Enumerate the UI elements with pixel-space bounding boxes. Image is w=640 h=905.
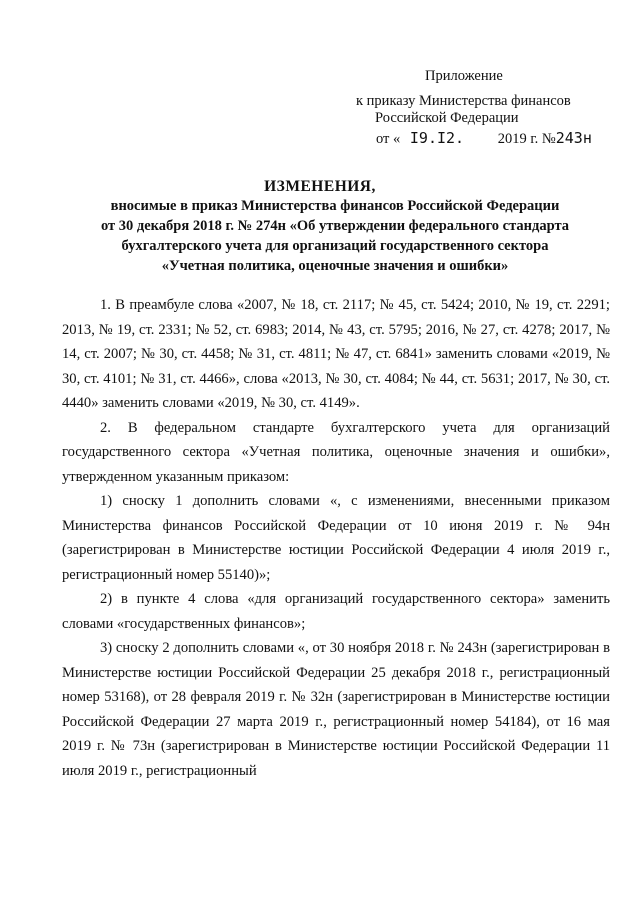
paragraph-2-standard: 2. В федеральном стандарте бухгалтерского учета для организаций государственного сектора «Учетная политика, оценочные значения и ошибки», утвержденном указанным приказом: — [62, 419, 610, 485]
order-number-handwritten: 243н — [555, 129, 592, 147]
document-body — [62, 293, 610, 783]
appendix-label: Приложение — [425, 68, 503, 84]
item-1-footnote-1: 1) сноску 1 дополнить словами «, с изменениями, внесенными приказом Министерства финансов Российской Федерации от 10 июня 2019 г. № 94н (зарегистрирован в Министерстве юстиции Российской Федерации 4 июля 2019 г., регистрационный номер 55140)»; — [62, 493, 610, 583]
item-2-point-4: 2) в пункте 4 слова «для организаций государственного сектора» заменить словами «государственных финансов»; — [62, 591, 610, 632]
document-subtitle — [80, 196, 590, 276]
subtitle-line: бухгалтерского учета для организаций государственного сектора — [121, 238, 549, 254]
order-reference-line: к приказу Министерства финансов — [356, 93, 571, 109]
subtitle-line: вносимые в приказ Министерства финансов Российской Федерации — [110, 198, 560, 214]
order-year: 2019 г. № — [497, 131, 556, 147]
subtitle-line: «Учетная политика, оценочные значения и ошибки» — [161, 258, 509, 274]
subtitle-line: от 30 декабря 2018 г. № 274н «Об утверждении федерального стандарта — [100, 218, 570, 234]
ministry-line: Российской Федерации — [375, 110, 519, 126]
date-prefix: от « — [376, 131, 401, 147]
item-3-footnote-2: 3) сноску 2 дополнить словами «, от 30 ноября 2018 г. № 243н (зарегистрирован в Министерстве юстиции Российской Федерации 25 декабря 2018 г., регистрационный номер 53168), от 28 февраля 2019 г. № 32н (зарегистрирован в Министерстве юстиции Российской Федерации 27 марта 2019 г., регистрационный номер 54184), от 16 мая 2019 г. № 73н (зарегистрирован в Министерстве юстиции Российской Федерации 11 июля 2019 г., регистрационный — [62, 640, 610, 779]
document-title: ИЗМЕНЕНИЯ, — [264, 178, 376, 195]
date-handwritten: I9.I2. — [409, 129, 465, 147]
order-date-line — [376, 128, 592, 149]
paragraph-1-preamble: 1. В преамбуле слова «2007, № 18, ст. 2117; № 45, ст. 5424; 2010, № 19, ст. 2291; 2013, № 19, ст. 2331; № 52, ст. 6983; 2014, № 43, ст. 5795; 2016, № 27, ст. 4278; 2017, № 14, ст. 2007; № 30, ст. 4458; № 31, ст. 4811; № 47, ст. 6841» заменить словами «2019, № 30, ст. 4101; № 31, ст. 4466», слова «2013, № 30, ст. 4084; № 44, ст. 5631; 2017, № 30, ст. 4440» заменить словами «2019, № 30, ст. 4149». — [62, 297, 610, 411]
